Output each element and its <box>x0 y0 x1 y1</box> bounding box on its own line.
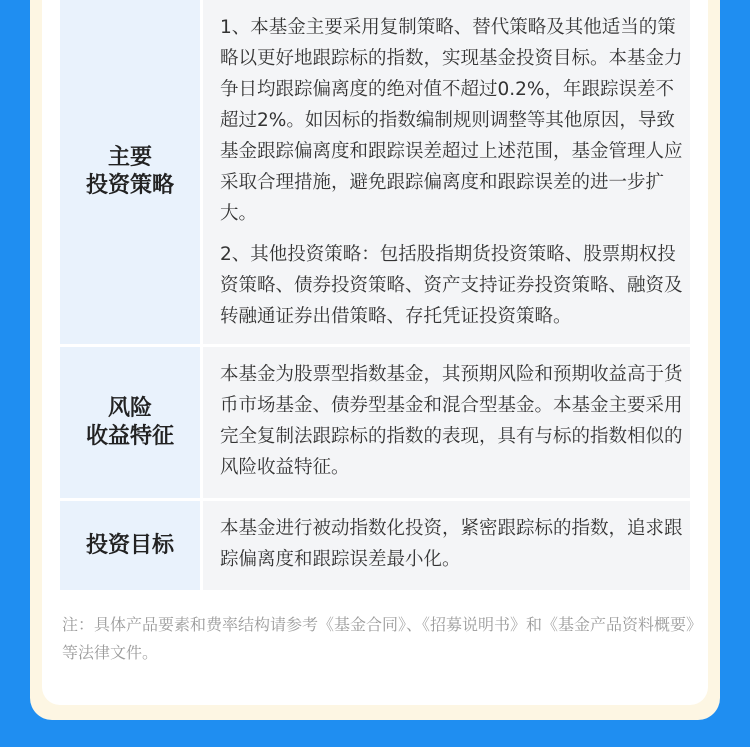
label-line: 投资策略 <box>85 173 174 198</box>
footnote: 注：具体产品要素和费率结构请参考《基金合同》、《招募说明书》和《基金产品资料概要》等法律文件。 <box>62 615 695 662</box>
table-row-strategy <box>60 0 690 344</box>
row-content-objective <box>203 501 690 590</box>
row-content-strategy <box>203 0 690 344</box>
row-label-objective <box>60 501 200 590</box>
table-row-risk <box>60 347 690 498</box>
row-label-risk <box>60 347 200 498</box>
table-row-objective <box>60 501 690 590</box>
paragraph: 1、本基金主要采用复制策略、替代策略及其他适当的策略以更好地跟踪标的指数，实现基金投资目标。本基金力争日均跟踪偏离度的绝对值不超过0.2%，年跟踪误差不超过2%。如因标的指数编制规则调整等其他原因，导致基金跟踪偏离度和跟踪误差超过上述范围，基金管理人应采取合理措施，避免跟踪偏离度和跟踪误差的进一步扩大。 <box>220 17 683 224</box>
label-line: 主要 <box>107 145 152 170</box>
label-line: 投资目标 <box>85 532 174 558</box>
row-label-strategy <box>60 0 200 344</box>
paragraph: 本基金进行被动指数化投资，紧密跟踪标的指数，追求跟踪偏离度和跟踪误差最小化。 <box>220 518 683 570</box>
fund-info-table <box>60 0 690 590</box>
row-content-risk <box>203 347 690 498</box>
paragraph: 本基金为股票型指数基金，其预期风险和预期收益高于货币市场基金、债券型基金和混合型基金。本基金主要采用完全复制法跟踪标的指数的表现，具有与标的指数相似的风险收益特征。 <box>220 364 683 478</box>
paragraph: 2、其他投资策略：包括股指期货投资策略、股票期权投资策略、债券投资策略、资产支持证券投资策略、融资及转融通证券出借策略、存托凭证投资策略。 <box>220 244 683 327</box>
label-line: 风险 <box>107 395 152 421</box>
label-line: 收益特征 <box>85 423 174 449</box>
